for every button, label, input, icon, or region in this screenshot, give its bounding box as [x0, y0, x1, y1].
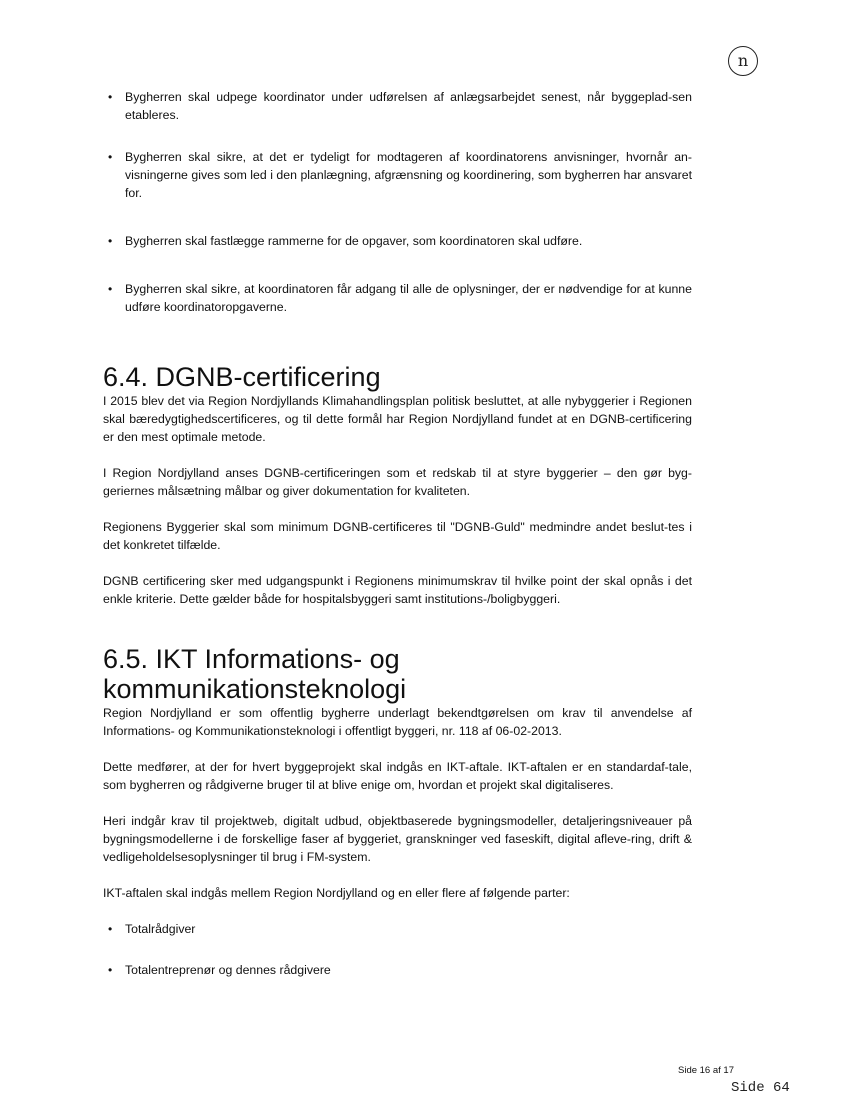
side-label: Side 64 [731, 1080, 790, 1096]
section-ikt [103, 644, 692, 979]
list-item: • Bygherren skal sikre, at det er tydeligt for modtageren af koordinatorens anvisninger, hvornår an-visningerne gives som led i den planlægning, afgrænsning og koordinering, som bygherren har ansvaret for. [103, 148, 692, 202]
logo-letter: n [737, 51, 749, 70]
paragraph: Region Nordjylland er som offentlig bygherre underlagt bekendtgørelsen om krav til anvendelse af Informations- og Kommunikationsteknologi i offentligt byggeri, nr. 118 af 06-02-2013. [103, 706, 692, 738]
section-heading: 6.5. IKT Informations- og kommunikationsteknologi [103, 644, 407, 704]
paragraph: Heri indgår krav til projektweb, digitalt udbud, objektbaserede bygningsmodeller, detaljeringsniveauer på bygningsmodellerne i de forskellige faser af byggeriet, granskninger ved faseskift, digital afleve-ring, drift & vedligeholdelsesoplysninger til brug i FM-system. [103, 814, 692, 864]
logo-icon [728, 46, 758, 76]
list-item: • Bygherren skal udpege koordinator under udførelsen af anlægsarbejdet senest, når byggeplad-sen etableres. [103, 88, 692, 124]
section-dgnb [103, 362, 692, 608]
paragraph: I Region Nordjylland anses DGNB-certificeringen som et redskab til at styre byggerier – den gør byg-geriernes målsætning målbar og giver dokumentation for kvaliteten. [103, 466, 692, 498]
list-item: • Bygherren skal sikre, at koordinatoren får adgang til alle de oplysninger, der er nødvendige for at kunne udføre koordinatoropgaverne. [103, 280, 692, 316]
paragraph: I 2015 blev det via Region Nordjyllands Klimahandlingsplan politisk besluttet, at alle nybyggerier i Regionen skal bæredygtighedscertificeres, og til dette formål har Region Nordjylland fundet at en DGNB-certificering er den mest optimale metode. [103, 394, 692, 444]
paragraph: DGNB certificering sker med udgangspunkt i Regionens minimumskrav til hvilke point der skal opnås i det enkle kriterie. Dette gælder både for hospitalsbyggeri samt institutions-/boligbyggeri. [103, 574, 692, 606]
page-number: Side 16 af 17 [678, 1065, 734, 1076]
list-item: • Totalrådgiver [103, 920, 692, 938]
paragraph: Regionens Byggerier skal som minimum DGNB-certificeres til "DGNB-Guld" medmindre andet beslut-tes i det konkretet tilfælde. [103, 520, 692, 552]
bullet-list-coordinator [103, 88, 692, 316]
list-item: • Bygherren skal fastlægge rammerne for de opgaver, som koordinatoren skal udføre. [103, 232, 692, 250]
section-heading: 6.4. DGNB-certificering [103, 362, 381, 392]
document-body [103, 88, 692, 1002]
bullet-list-parties [103, 920, 692, 979]
paragraph: IKT-aftalen skal indgås mellem Region Nordjylland og en eller flere af følgende parter: [103, 886, 570, 900]
list-item: • Totalentreprenør og dennes rådgivere [103, 961, 692, 979]
paragraph: Dette medfører, at der for hvert byggeprojekt skal indgås en IKT-aftale. IKT-aftalen er en standardaf-tale, som bygherren og rådgiverne bruger til at blive enige om, hvordan et projekt skal digitaliseres. [103, 760, 692, 792]
